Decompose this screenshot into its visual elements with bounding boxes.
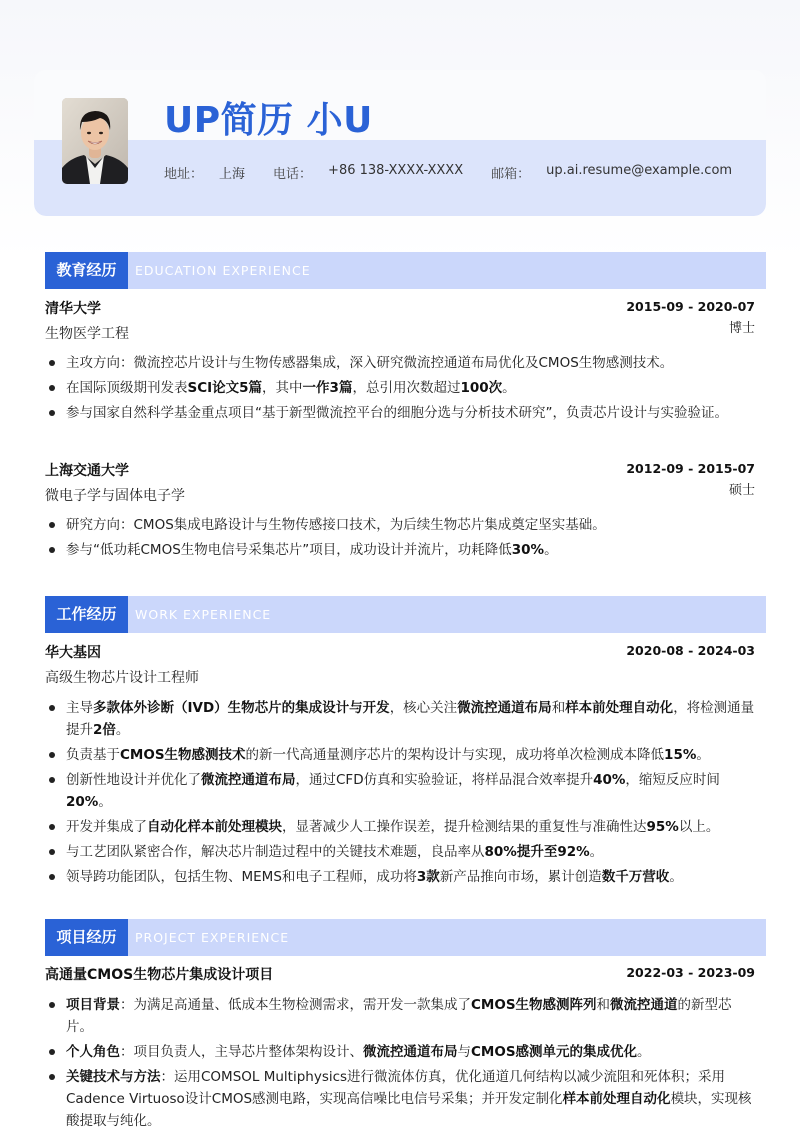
entry-date: 2012-09 - 2015-07 <box>626 461 755 476</box>
section-subtitle: WORK EXPERIENCE <box>135 607 272 622</box>
project-name: 高通量CMOS生物芯片集成设计项目 <box>45 967 274 983</box>
list-item: 领导跨功能团队，包括生物、MEMS和电子工程师，成功将3款新产品推向市场，累计创造数千万营收。 <box>45 866 757 888</box>
list-item: 与工艺团队紧密合作，解决芯片制造过程中的关键技术难题，良品率从80%提升至92%。 <box>45 841 757 863</box>
section-header-project <box>45 919 766 956</box>
list-item: 主导多款体外诊断（IVD）生物芯片的集成设计与开发，核心关注微流控通道布局和样本前处理自动化，将检测通量提升2倍。 <box>45 697 757 741</box>
avatar <box>62 98 128 184</box>
portrait-photo-icon <box>62 98 128 184</box>
contact-email <box>491 163 732 182</box>
section-header-education <box>45 252 766 289</box>
section-title: 工作经历 <box>45 596 128 633</box>
job-title: 高级生物芯片设计工程师 <box>45 670 199 686</box>
entry-date: 2022-03 - 2023-09 <box>626 965 755 980</box>
section-title: 教育经历 <box>45 252 128 289</box>
section-subtitle: PROJECT EXPERIENCE <box>135 930 290 945</box>
contact-label: 电话： <box>273 167 313 182</box>
list-item: 开发并集成了自动化样本前处理模块，显著减少人工操作误差，提升检测结果的重复性与准确性达95%以上。 <box>45 816 757 838</box>
list-item: 个人角色：项目负责人，主导芯片整体架构设计、微流控通道布局与CMOS感测单元的集成优化。 <box>45 1041 757 1063</box>
school-name: 清华大学 <box>45 301 101 317</box>
contact-label: 邮箱： <box>491 167 531 182</box>
contact-value: +86 138-XXXX-XXXX <box>328 163 464 178</box>
bullet-list <box>45 514 757 564</box>
entry-date: 2020-08 - 2024-03 <box>626 643 755 658</box>
candidate-name: UP简历 小U <box>164 100 373 141</box>
list-item: 参与“低功耗CMOS生物电信号采集芯片”项目，成功设计并流片，功耗降低30%。 <box>45 539 757 561</box>
section-title: 项目经历 <box>45 919 128 956</box>
list-item: 参与国家自然科学基金重点项目“基于新型微流控平台的细胞分选与分析技术研究”，负责芯片设计与实验验证。 <box>45 402 757 424</box>
degree: 硕士 <box>728 483 755 498</box>
list-item: 项目背景：为满足高通量、低成本生物检测需求，需开发一款集成了CMOS生物感测阵列和微流控通道的新型芯片。 <box>45 994 757 1038</box>
bullet-list <box>45 697 757 891</box>
school-name: 上海交通大学 <box>45 463 129 479</box>
degree: 博士 <box>728 321 755 336</box>
major: 生物医学工程 <box>45 326 129 342</box>
entry-date: 2015-09 - 2020-07 <box>626 299 755 314</box>
bullet-list <box>45 352 757 427</box>
contact-row <box>164 163 760 182</box>
header-card <box>34 70 766 216</box>
contact-phone <box>273 163 463 182</box>
list-item: 关键技术与方法：运用COMSOL Multiphysics进行微流体仿真，优化通道几何结构以减少流阻和死体积；采用Cadence Virtuoso设计CMOS感测电路，实现高信噪比电信号采集；并开发定制化样本前处理自动化模块，实现核酸提取与纯化。 <box>45 1066 757 1130</box>
list-item: 创新性地设计并优化了微流控通道布局，通过CFD仿真和实验验证，将样品混合效率提升40%，缩短反应时间20%。 <box>45 769 757 813</box>
list-item: 负责基于CMOS生物感测技术的新一代高通量测序芯片的架构设计与实现，成功将单次检测成本降低15%。 <box>45 744 757 766</box>
major: 微电子学与固体电子学 <box>45 488 185 504</box>
section-header-work <box>45 596 766 633</box>
list-item: 主攻方向：微流控芯片设计与生物传感器集成，深入研究微流控通道布局优化及CMOS生物感测技术。 <box>45 352 757 374</box>
list-item: 研究方向：CMOS集成电路设计与生物传感接口技术，为后续生物芯片集成奠定坚实基础。 <box>45 514 757 536</box>
contact-address <box>164 163 245 182</box>
list-item: 在国际顶级期刊发表SCI论文5篇，其中一作3篇，总引用次数超过100次。 <box>45 377 757 399</box>
company-name: 华大基因 <box>45 645 101 661</box>
contact-value: 上海 <box>219 167 246 182</box>
section-subtitle: EDUCATION EXPERIENCE <box>135 263 311 278</box>
contact-label: 地址： <box>164 167 204 182</box>
contact-value: up.ai.resume@example.com <box>546 163 733 178</box>
bullet-list <box>45 994 757 1130</box>
